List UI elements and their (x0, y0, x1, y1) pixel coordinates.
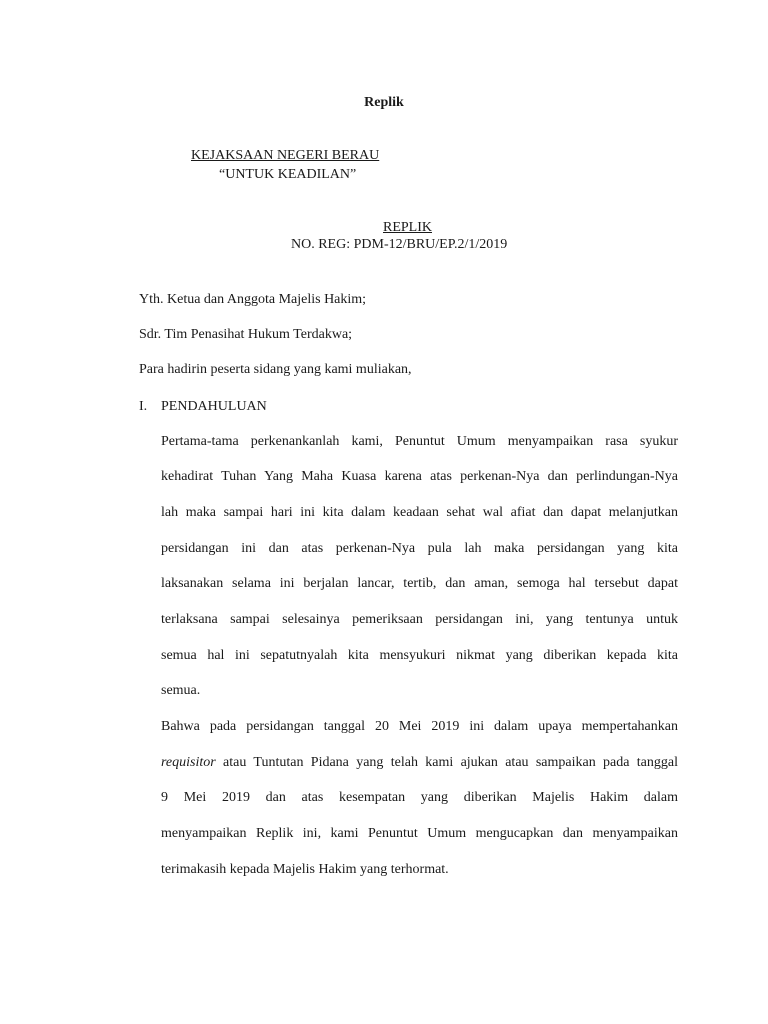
paragraph-line: lah maka sampai hari ini kita dalam keadaan sehat wal afiat dan dapat melanjutkan (161, 505, 678, 520)
paragraph-line: Pertama-tama perkenankanlah kami, Penuntut Umum menyampaikan rasa syukur (161, 434, 678, 449)
paragraph-line: terlaksana sampai selesainya pemeriksaan persidangan ini, yang tentunya untuk (161, 612, 678, 627)
institution-name: KEJAKSAAN NEGERI BERAU (191, 148, 380, 163)
paragraph-line: 9 Mei 2019 dan atas kesempatan yang diberikan Majelis Hakim dalam (161, 790, 678, 805)
paragraph-line (161, 754, 678, 772)
paragraph-line: menyampaikan Replik ini, kami Penuntut Umum mengucapkan dan menyampaikan (161, 826, 678, 841)
salutation-audience: Para hadirin peserta sidang yang kami muliakan, (139, 362, 412, 377)
paragraph-line: Bahwa pada persidangan tanggal 20 Mei 2019 ini dalam upaya mempertahankan (161, 719, 678, 734)
paragraph-line: laksanakan selama ini berjalan lancar, tertib, dan aman, semoga hal tersebut dapat (161, 576, 678, 591)
doc-type-heading: REPLIK (383, 220, 432, 235)
document-title: Replik (364, 95, 404, 110)
salutation-counsel: Sdr. Tim Penasihat Hukum Terdakwa; (139, 327, 353, 342)
paragraph-line: semua. (161, 683, 201, 698)
italic-term: requisitor (161, 755, 216, 770)
section-number: I. (139, 399, 148, 414)
paragraph-line: kehadirat Tuhan Yang Maha Kuasa karena atas perkenan-Nya dan perlindungan-Nya (161, 469, 678, 484)
paragraph-line: semua hal ini sepatutnyalah kita mensyukuri nikmat yang diberikan kepada kita (161, 648, 678, 663)
paragraph-line: terimakasih kepada Majelis Hakim yang terhormat. (161, 862, 449, 877)
registration-number: NO. REG: PDM-12/BRU/EP.2/1/2019 (291, 237, 508, 252)
institution-motto: “UNTUK KEADILAN” (219, 167, 357, 182)
paragraph-line: persidangan ini dan atas perkenan-Nya pula lah maka persidangan yang kita (161, 541, 678, 556)
paragraph-text: atau Tuntutan Pidana yang telah kami ajukan atau sampaikan pada tanggal (215, 755, 678, 770)
section-heading: PENDAHULUAN (161, 399, 267, 414)
salutation-judges: Yth. Ketua dan Anggota Majelis Hakim; (139, 292, 367, 307)
